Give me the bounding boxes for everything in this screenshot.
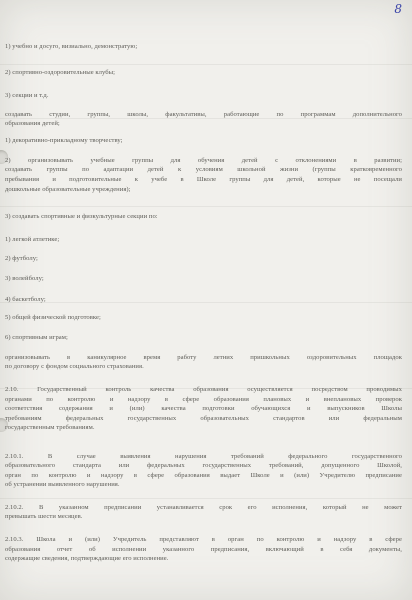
text-line: 2.10.1. В случае выявления нарушения требований федерального государственного: [5, 453, 402, 460]
page-number: 8: [394, 2, 402, 16]
text-line: создавать студии, группы, школы, факультативы, работающие по программам дополнительного: [5, 111, 402, 118]
text-line: об устранении выявленного нарушения.: [5, 481, 120, 488]
text-line: 6) спортивным играм;: [5, 334, 68, 341]
text-line: по договору с фондом социального страхования.: [5, 363, 144, 370]
text-line: государственным требованиям.: [5, 424, 95, 431]
text-line: образовательного стандарта или федеральных государственных требований, допущенного Школой,: [5, 462, 402, 469]
text-line: образования отчет об исполнении указанного предписания, включающий в себя документы,: [5, 546, 402, 553]
text-line: требованиям федеральных государственных образовательных стандартов или федеральным: [5, 415, 402, 422]
text-line: образования детей;: [5, 120, 60, 127]
text-line: 1) учебно и досуго, визиально, демонстратую;: [5, 43, 138, 50]
text-line: 2.10.3. Школа и (или) Учредитель представляют в орган по контролю и надзору в сфере: [5, 536, 402, 543]
text-line: 1) легкой атлетике;: [5, 236, 60, 243]
bleed-through-line: [0, 64, 412, 65]
text-line: создавать группы по адаптации детей к условиям школьной жизни (группы кратковременного: [5, 166, 402, 173]
text-line: 1) декоративно-прикладному творчеству;: [5, 137, 123, 144]
text-line: пребывания и подготовительные к учебе в Школе группы для детей, которые не посещали: [5, 176, 402, 183]
text-line: 2.10. Государственный контроль качества образования осуществляется посредством проводимых: [5, 386, 402, 393]
text-line: 2) футболу;: [5, 255, 38, 262]
text-line: 3) волейболу;: [5, 275, 44, 282]
text-line: 3) создавать спортивные и физкультурные секции по:: [5, 213, 158, 220]
text-line: организовывать в каникулярное время работу летних пришкольных оздоровительных площадок: [5, 354, 402, 361]
text-line: 2.10.2. В указанном предписании устанавливается срок его исполнения, который не может: [5, 504, 402, 511]
bleed-through-line: [0, 206, 412, 207]
text-line: 4) баскетболу;: [5, 296, 46, 303]
text-line: дошкольные образовательные учреждения);: [5, 186, 131, 193]
text-line: органами по контролю и надзору в сфере образования плановых и внеплановых проверок: [5, 396, 402, 403]
text-line: 2) спортивно-оздоровительные клубы;: [5, 69, 116, 76]
text-line: 5) общей физической подготовке;: [5, 314, 101, 321]
text-line: орган по контролю и надзору в сфере образования выдает Школе и (или) Учредителю предписание: [5, 472, 402, 479]
text-line: 3) секции и т.д.: [5, 92, 49, 99]
text-line: содержащие сведения, подтверждающие его исполнение.: [5, 555, 169, 562]
text-line: соответствия содержания и (или) качества подготовки обучающихся и выпускников Школы: [5, 405, 402, 412]
bleed-through-line: [0, 498, 412, 499]
text-line: 2) организовывать учебные группы для обучения детей с отклонениями в развитии;: [5, 157, 402, 164]
text-line: превышать шести месяцев.: [5, 513, 83, 520]
